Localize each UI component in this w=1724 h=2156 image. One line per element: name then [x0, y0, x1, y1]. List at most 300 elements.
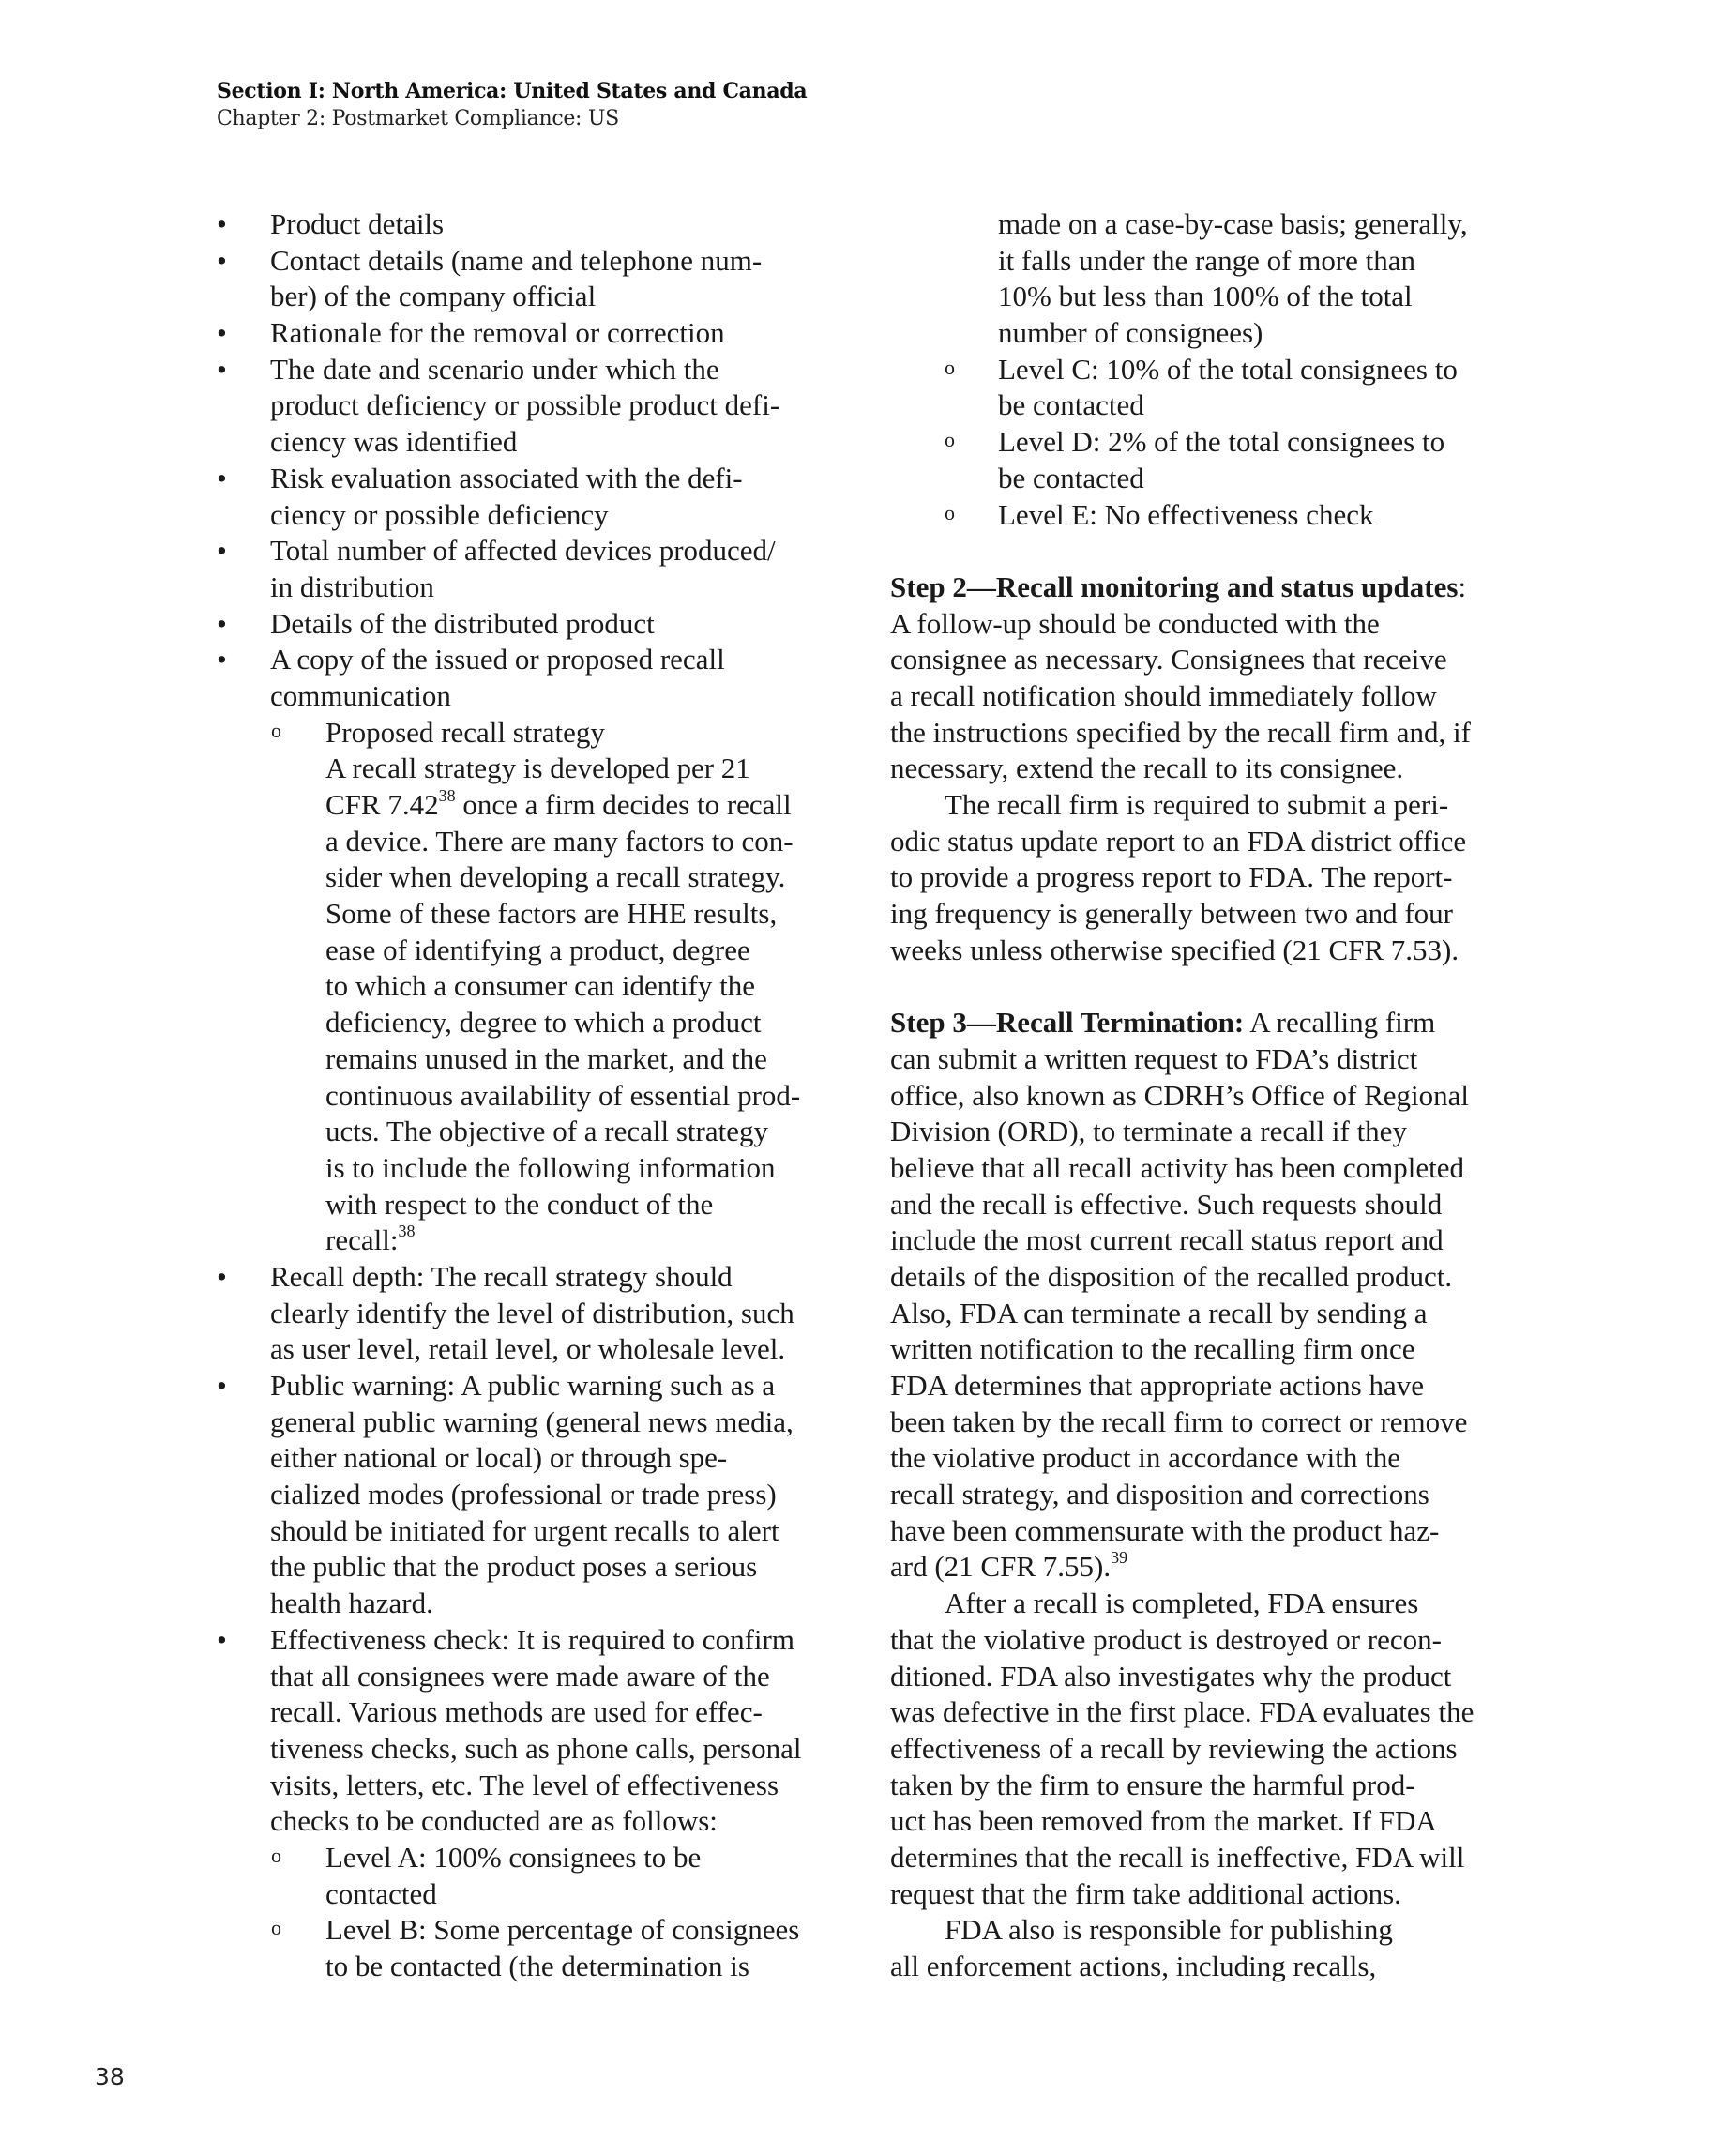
line-text — [998, 352, 1458, 388]
paragraph-first-line — [890, 1912, 1509, 1949]
bullet-marker-icon: • — [217, 1259, 227, 1293]
paragraph-line — [890, 678, 1509, 715]
text-run: health hazard. — [270, 1587, 433, 1620]
line-text — [890, 1876, 1401, 1913]
bullet-item-line — [217, 206, 817, 243]
sub-bullet-item-line — [890, 352, 1509, 388]
line-text — [890, 751, 1403, 787]
line-text — [945, 787, 1448, 824]
text-run: Rationale for the removal or correction — [270, 316, 725, 350]
line-text — [270, 569, 434, 606]
bullet-marker-icon: • — [217, 316, 227, 350]
line-text — [270, 1513, 779, 1550]
line-text — [890, 678, 1437, 715]
line-text — [325, 1150, 776, 1187]
text-run: continuous availability of essential prod- — [325, 1078, 801, 1112]
line-text — [890, 1622, 1442, 1659]
line-text — [270, 315, 725, 352]
paragraph-line — [890, 1114, 1509, 1150]
text-run: Product details — [270, 207, 445, 240]
text-run: recall. Various methods are used for effec- — [270, 1695, 763, 1729]
text-run: The recall firm is required to submit a peri- — [945, 788, 1449, 821]
text-run: A follow-up should be conducted with the — [890, 606, 1380, 640]
line-text — [325, 787, 792, 824]
line-text — [890, 1114, 1407, 1150]
text-run: either national or local) or through spe- — [270, 1441, 728, 1475]
line-text — [270, 1368, 775, 1404]
paragraph-line — [890, 896, 1509, 933]
text-run: necessary, extend the recall to its consignee. — [890, 752, 1404, 785]
text-run: believe that all recall activity has been completed — [890, 1150, 1464, 1184]
line-text — [890, 1259, 1452, 1296]
bullet-marker-icon: • — [217, 461, 227, 494]
line-text — [270, 1622, 794, 1659]
line-text — [890, 1222, 1444, 1259]
bullet-item-continuation — [217, 1768, 817, 1804]
text-run: weeks unless otherwise specified (21 CFR 7.53). — [890, 933, 1459, 966]
line-text — [325, 859, 785, 896]
text-run: After a recall is completed, FDA ensures — [945, 1587, 1419, 1620]
bullet-item-continuation — [217, 1549, 817, 1586]
text-run: A recall strategy is developed per 21 — [325, 752, 750, 785]
line-text — [270, 497, 609, 534]
text-run: office, also known as CDRH’s Office of Regional — [890, 1078, 1470, 1112]
step-heading: Step 3—Recall Termination: — [890, 1006, 1245, 1040]
sub-bullet-item-continuation — [890, 315, 1509, 352]
sub-bullet-item-continuation — [217, 1114, 817, 1150]
line-text — [890, 1078, 1469, 1115]
line-text — [325, 1041, 767, 1078]
text-run: checks to be conducted are as follows: — [270, 1804, 718, 1838]
paragraph-line — [890, 1005, 1509, 1041]
text-run: communication — [270, 678, 451, 712]
text-run: to which a consumer can identify the — [325, 969, 755, 1003]
line-text — [890, 1187, 1442, 1223]
bullet-item-continuation — [217, 1477, 817, 1513]
text-run: Public warning: A public warning such as a — [270, 1369, 776, 1402]
sub-bullet-item-line — [890, 497, 1509, 534]
bullet-item-continuation — [217, 1440, 817, 1477]
text-run: recall: — [325, 1223, 399, 1257]
text-run: should be initiated for urgent recalls to alert — [270, 1513, 779, 1547]
text-run: made on a case-by-case basis; generally, — [998, 207, 1468, 240]
sub-bullet-item-line — [217, 715, 817, 752]
text-run: Some of these factors are HHE results, — [325, 897, 778, 931]
sub-bullet-item-continuation — [217, 1187, 817, 1223]
text-run: : — [1458, 569, 1467, 603]
bullet-item-line — [217, 315, 817, 352]
bullet-marker-icon: • — [217, 207, 227, 240]
bullet-item-line — [217, 243, 817, 280]
sub-bullet-item-continuation — [217, 1876, 817, 1913]
bullet-item-continuation — [217, 424, 817, 461]
text-run: Proposed recall strategy — [325, 715, 605, 749]
bullet-item-continuation — [217, 1331, 817, 1368]
paragraph-line — [890, 1404, 1509, 1441]
line-text — [270, 1694, 763, 1731]
line-text — [270, 424, 517, 461]
line-text — [890, 859, 1452, 896]
bullet-marker-icon: • — [217, 1622, 227, 1656]
sub-bullet-item-continuation — [217, 1005, 817, 1041]
paragraph-line — [890, 824, 1509, 860]
sub-bullet-item-continuation — [890, 206, 1509, 243]
line-text — [270, 1803, 718, 1840]
blank-line — [890, 533, 1509, 569]
sub-bullet-item-continuation — [890, 387, 1509, 424]
line-text — [270, 1768, 779, 1804]
text-run: a device. There are many factors to con- — [325, 824, 794, 858]
line-text — [998, 206, 1468, 243]
bullet-marker-icon: • — [217, 534, 227, 568]
paragraph-line — [890, 1876, 1509, 1913]
text-run: Level C: 10% of the total consignees to — [998, 352, 1458, 386]
line-text — [890, 1803, 1437, 1840]
line-text — [325, 968, 755, 1005]
text-run: consignee as necessary. Consignees that receive — [890, 643, 1447, 676]
bullet-item-line — [217, 1622, 817, 1659]
right-text-column — [890, 206, 1509, 1985]
left-text-column — [217, 206, 817, 1985]
bullet-item-continuation — [217, 279, 817, 315]
text-run: that all consignees were made aware of the — [270, 1659, 770, 1693]
line-text — [325, 751, 750, 787]
line-text — [325, 896, 777, 933]
line-text — [945, 1912, 1393, 1949]
line-text — [270, 1404, 794, 1441]
line-text — [270, 352, 719, 388]
text-run: ucts. The objective of a recall strategy — [325, 1115, 768, 1148]
text-run: number of consignees) — [998, 316, 1263, 350]
text-run: a recall notification should immediately follow — [890, 678, 1437, 712]
line-text — [325, 1912, 799, 1949]
sub-bullet-marker-icon: o — [945, 355, 955, 379]
paragraph-first-line — [890, 787, 1509, 824]
line-text — [325, 1078, 800, 1115]
paragraph-line — [890, 1513, 1509, 1550]
sub-bullet-item-continuation — [217, 933, 817, 969]
paragraph-line — [890, 751, 1509, 787]
text-run: Effectiveness check: It is required to confirm — [270, 1622, 794, 1656]
sub-bullet-item-continuation — [217, 1150, 817, 1187]
chapter-title: Chapter 2: Postmarket Compliance: US — [217, 107, 619, 130]
text-run: details of the disposition of the recalled product. — [890, 1259, 1453, 1293]
paragraph-line — [890, 1768, 1509, 1804]
text-run: FDA determines that appropriate actions have — [890, 1369, 1425, 1402]
line-text — [325, 1840, 701, 1876]
section-title: Section I: North America: United States and Canada — [217, 79, 808, 103]
paragraph-line — [890, 1222, 1509, 1259]
bullet-item-continuation — [217, 1659, 817, 1695]
line-text — [270, 678, 451, 715]
line-text — [270, 1259, 733, 1296]
bullet-marker-icon: • — [217, 643, 227, 676]
paragraph-line — [890, 569, 1509, 606]
line-text — [270, 1296, 794, 1332]
text-run: Also, FDA can terminate a recall by sending a — [890, 1296, 1428, 1329]
text-run: Level E: No effectiveness check — [998, 497, 1374, 531]
line-text — [890, 1477, 1429, 1513]
bullet-marker-icon: • — [217, 606, 227, 640]
sub-bullet-item-continuation — [217, 1949, 817, 1985]
text-run: ciency or possible deficiency — [270, 497, 609, 531]
text-run: once a firm decides to recall — [455, 788, 792, 821]
bullet-item-continuation — [217, 1803, 817, 1840]
paragraph-line — [890, 1622, 1509, 1659]
bullet-item-line — [217, 1259, 817, 1296]
text-run: FDA also is responsible for publishing — [945, 1913, 1393, 1947]
text-run: Risk evaluation associated with the defi- — [270, 461, 743, 494]
sub-bullet-item-continuation — [217, 968, 817, 1005]
sub-bullet-item-continuation — [217, 824, 817, 860]
line-text — [890, 1731, 1458, 1768]
paragraph-line — [890, 1440, 1509, 1477]
line-text — [325, 715, 605, 752]
paragraph-line — [890, 606, 1509, 643]
text-run: with respect to the conduct of the — [325, 1187, 714, 1221]
bullet-item-line — [217, 642, 817, 678]
line-text — [890, 1404, 1467, 1441]
text-run: be contacted — [998, 388, 1144, 422]
sub-bullet-marker-icon: o — [945, 428, 955, 452]
bullet-item-line — [217, 606, 817, 643]
line-text — [890, 1768, 1415, 1804]
paragraph-line — [890, 1041, 1509, 1078]
line-text — [945, 1586, 1418, 1622]
text-run: include the most current recall status report and — [890, 1223, 1444, 1257]
line-text — [998, 315, 1263, 352]
text-run: cialized modes (professional or trade press) — [270, 1478, 777, 1511]
bullet-item-continuation — [217, 1296, 817, 1332]
bullet-item-line — [217, 352, 817, 388]
line-text — [270, 243, 762, 280]
line-text — [270, 533, 776, 569]
sub-bullet-item-line — [217, 1840, 817, 1876]
line-text — [270, 642, 725, 678]
text-run: determines that the recall is ineffective, FDA will — [890, 1840, 1465, 1874]
line-text — [270, 387, 779, 424]
text-run: the violative product in accordance with the — [890, 1441, 1401, 1475]
text-run: remains unused in the market, and the — [325, 1041, 767, 1075]
paragraph-line — [890, 1949, 1509, 1985]
line-text — [270, 279, 596, 315]
text-run: and the recall is effective. Such requests should — [890, 1187, 1443, 1221]
text-run: request that the firm take additional actions. — [890, 1876, 1401, 1910]
sub-bullet-marker-icon: o — [271, 718, 281, 742]
paragraph-line — [890, 1187, 1509, 1223]
text-run: Recall depth: The recall strategy should — [270, 1259, 733, 1293]
line-text — [270, 1331, 785, 1368]
text-run: Division (ORD), to terminate a recall if they — [890, 1115, 1407, 1148]
bullet-item-continuation — [217, 1586, 817, 1622]
bullet-item-continuation — [217, 1404, 817, 1441]
text-run: Level D: 2% of the total consignees to — [998, 425, 1445, 459]
text-run: ciency was identified — [270, 425, 518, 459]
line-text — [890, 642, 1447, 678]
blank-line — [890, 968, 1509, 1005]
running-header — [217, 77, 807, 133]
bullet-item-line — [217, 533, 817, 569]
bullet-marker-icon: • — [217, 1369, 227, 1402]
sub-bullet-item-continuation — [217, 787, 817, 824]
footnote-reference: 39 — [1111, 1548, 1128, 1568]
paragraph-line — [890, 1331, 1509, 1368]
sub-bullet-item-continuation — [217, 859, 817, 896]
text-run: Total number of affected devices produced/ — [270, 534, 776, 568]
text-run: is to include the following information — [325, 1150, 776, 1184]
sub-bullet-item-continuation — [217, 1041, 817, 1078]
paragraph-line — [890, 1659, 1509, 1695]
line-text — [890, 1041, 1417, 1078]
text-run: taken by the firm to ensure the harmful prod- — [890, 1768, 1415, 1801]
line-text — [270, 1586, 433, 1622]
text-run: been taken by the recall firm to correct or remove — [890, 1404, 1468, 1438]
line-text — [270, 1549, 757, 1586]
bullet-marker-icon: • — [217, 352, 227, 386]
line-text — [270, 606, 655, 643]
bullet-item-line — [217, 1368, 817, 1404]
text-run: ber) of the company official — [270, 280, 597, 313]
line-text — [890, 1840, 1464, 1876]
paragraph-line — [890, 859, 1509, 896]
text-run: to be contacted (the determination is — [325, 1950, 749, 1982]
line-text — [890, 1513, 1439, 1550]
text-run: deficiency, degree to which a product — [325, 1006, 762, 1040]
paragraph-line — [890, 1477, 1509, 1513]
line-text — [890, 569, 1466, 606]
text-run: can submit a written request to FDA’s district — [890, 1041, 1418, 1075]
bullet-item-continuation — [217, 1694, 817, 1731]
text-run: tiveness checks, such as phone calls, personal — [270, 1731, 802, 1765]
sub-bullet-item-continuation — [217, 751, 817, 787]
line-text — [890, 1659, 1451, 1695]
line-text — [890, 1949, 1376, 1985]
sub-bullet-item-continuation — [217, 896, 817, 933]
text-run: odic status update report to an FDA district office — [890, 824, 1467, 858]
line-text — [998, 279, 1413, 315]
footnote-reference: 38 — [438, 785, 456, 805]
line-text — [998, 243, 1415, 280]
text-run: effectiveness of a recall by reviewing the actions — [890, 1731, 1458, 1765]
sub-bullet-item-continuation — [890, 279, 1509, 315]
line-text — [890, 1005, 1435, 1041]
text-run: The date and scenario under which the — [270, 352, 719, 386]
bullet-item-continuation — [217, 569, 817, 606]
line-text — [998, 497, 1374, 534]
text-run: product deficiency or possible product defi- — [270, 388, 780, 422]
paragraph-first-line — [890, 1586, 1509, 1622]
sub-bullet-item-continuation — [890, 461, 1509, 497]
text-run: written notification to the recalling firm once — [890, 1332, 1415, 1366]
line-text — [998, 424, 1444, 461]
line-text — [270, 1440, 727, 1477]
paragraph-line — [890, 1368, 1509, 1404]
text-run: Details of the distributed product — [270, 606, 655, 640]
sub-bullet-item-continuation — [890, 243, 1509, 280]
paragraph-line — [890, 1549, 1509, 1586]
line-text — [325, 824, 794, 860]
text-run: in distribution — [270, 569, 434, 603]
text-run: all enforcement actions, including recalls, — [890, 1950, 1377, 1982]
bullet-item-continuation — [217, 1731, 817, 1768]
paragraph-line — [890, 1259, 1509, 1296]
line-text — [890, 606, 1380, 643]
text-run: the instructions specified by the recall firm and, if — [890, 715, 1471, 749]
step-heading: Step 2—Recall monitoring and status updates — [890, 569, 1459, 603]
text-run: ditioned. FDA also investigates why the product — [890, 1659, 1452, 1693]
bullet-item-continuation — [217, 678, 817, 715]
paragraph-line — [890, 933, 1509, 969]
text-run: ard (21 CFR 7.55). — [890, 1550, 1112, 1584]
bullet-marker-icon: • — [217, 243, 227, 277]
text-run: it falls under the range of more than — [998, 243, 1416, 277]
line-text — [325, 1876, 437, 1913]
text-run: have been commensurate with the product haz- — [890, 1513, 1440, 1547]
line-text — [325, 933, 750, 969]
text-run: that the violative product is destroyed or recon- — [890, 1622, 1442, 1656]
line-text — [890, 1331, 1415, 1368]
sub-bullet-item-line — [890, 424, 1509, 461]
text-run: ing frequency is generally between two and four — [890, 897, 1453, 931]
line-text — [270, 1659, 770, 1695]
line-text — [890, 824, 1466, 860]
text-run: A recalling firm — [1244, 1006, 1436, 1040]
text-run: was defective in the first place. FDA evaluates the — [890, 1695, 1474, 1729]
paragraph-line — [890, 1731, 1509, 1768]
line-text — [890, 715, 1471, 752]
text-run: 10% but less than 100% of the total — [998, 280, 1413, 313]
sub-bullet-item-line — [217, 1912, 817, 1949]
line-text — [890, 896, 1453, 933]
line-text — [325, 1222, 415, 1259]
text-run: general public warning (general news media, — [270, 1404, 794, 1438]
text-run: Contact details (name and telephone num- — [270, 243, 763, 277]
page-number: 38 — [95, 2063, 125, 2090]
line-text — [998, 461, 1144, 497]
text-run: uct has been removed from the market. If FDA — [890, 1804, 1437, 1838]
sub-bullet-item-continuation — [217, 1222, 817, 1259]
line-text — [270, 206, 444, 243]
text-run: visits, letters, etc. The level of effectiveness — [270, 1768, 779, 1801]
text-run: A copy of the issued or proposed recall — [270, 643, 725, 676]
line-text — [325, 1949, 749, 1985]
line-text — [890, 933, 1459, 969]
bullet-item-continuation — [217, 1513, 817, 1550]
sub-bullet-item-continuation — [217, 1078, 817, 1115]
paragraph-line — [890, 642, 1509, 678]
sub-bullet-marker-icon: o — [271, 1916, 281, 1940]
bullet-item-continuation — [217, 387, 817, 424]
footnote-reference: 38 — [398, 1221, 416, 1240]
paragraph-line — [890, 1150, 1509, 1187]
line-text — [325, 1114, 768, 1150]
line-text — [998, 387, 1144, 424]
line-text — [325, 1005, 762, 1041]
line-text — [890, 1694, 1474, 1731]
paragraph-line — [890, 1078, 1509, 1115]
line-text — [270, 1731, 801, 1768]
text-run: CFR 7.42 — [325, 788, 439, 821]
line-text — [890, 1549, 1127, 1586]
bullet-item-continuation — [217, 497, 817, 534]
bullet-item-line — [217, 461, 817, 497]
line-text — [890, 1150, 1464, 1187]
paragraph-line — [890, 715, 1509, 752]
line-text — [890, 1296, 1427, 1332]
text-run: as user level, retail level, or wholesale level. — [270, 1332, 786, 1366]
text-run: ease of identifying a product, degree — [325, 933, 750, 966]
line-text — [890, 1368, 1424, 1404]
